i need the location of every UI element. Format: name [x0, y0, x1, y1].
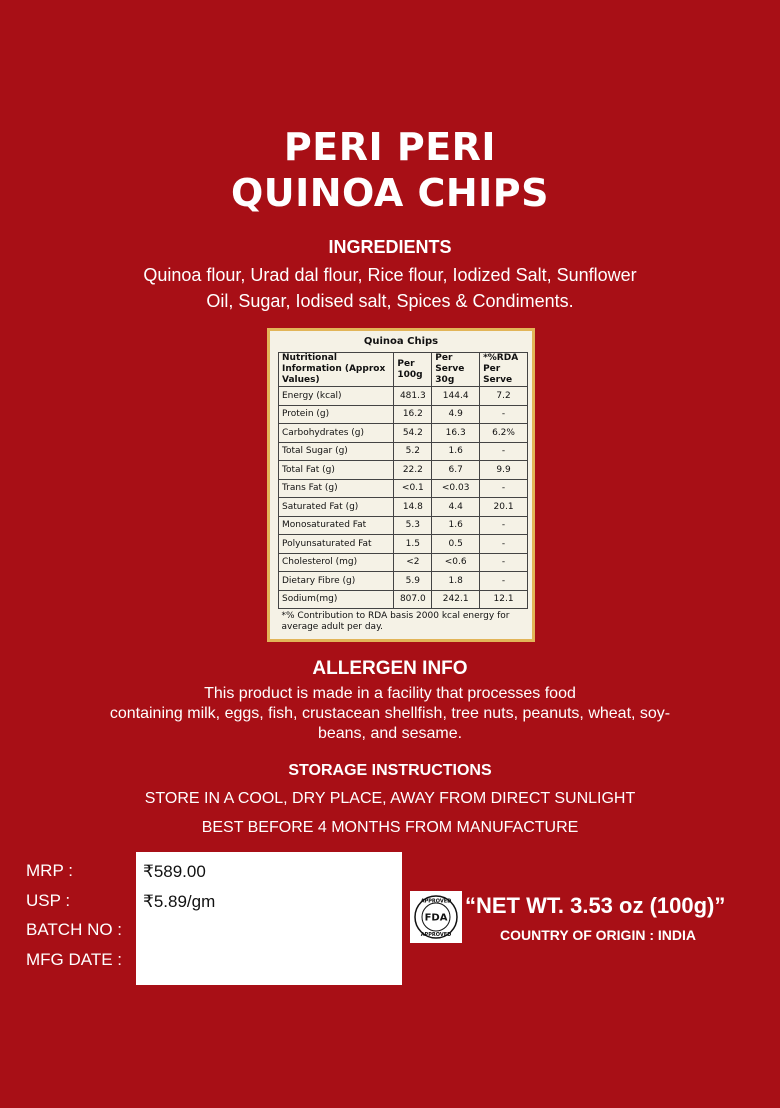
net-weight: “NET WT. 3.53 oz (100g)”	[465, 893, 726, 918]
ingredients-line-1: Quinoa flour, Urad dal flour, Rice flour, Iodized Salt, Sunflower	[143, 265, 637, 285]
value-100g: 22.2	[394, 461, 432, 480]
value-serve: 16.3	[432, 424, 480, 443]
value-100g: 5.3	[394, 516, 432, 535]
title-line-2: QUINOA CHIPS	[230, 171, 550, 215]
table-row	[279, 590, 528, 609]
table-row	[279, 442, 528, 461]
value-100g: 807.0	[394, 590, 432, 609]
nutrient-name: Polyunsaturated Fat	[279, 535, 394, 554]
nutrition-title: Quinoa Chips	[363, 336, 439, 347]
value-rda: 6.2%	[480, 424, 528, 443]
header-rda: *%RDA Per Serve	[480, 353, 528, 387]
storage-heading: STORAGE INSTRUCTIONS	[288, 762, 492, 779]
value-100g: 16.2	[394, 405, 432, 424]
nutrient-name: Saturated Fat (g)	[279, 498, 394, 517]
ingredients-line-2: Oil, Sugar, Iodised salt, Spices & Condiments.	[206, 291, 574, 311]
table-row	[279, 498, 528, 517]
nutrition-header-row	[279, 353, 528, 387]
nutrient-name: Monosaturated Fat	[279, 516, 394, 535]
value-serve: 242.1	[432, 590, 480, 609]
allergen-line-2: containing milk, eggs, fish, crustacean shellfish, tree nuts, peanuts, wheat, soy-	[109, 705, 671, 722]
value-rda: 9.9	[480, 461, 528, 480]
value-serve: 0.5	[432, 535, 480, 554]
title-line-1: PERI PERI	[283, 125, 497, 169]
value-serve: 1.8	[432, 572, 480, 591]
value-rda: -	[480, 572, 528, 591]
table-row	[279, 535, 528, 554]
mrp-value: ₹589.00	[143, 862, 206, 881]
nutrition-footnote-row	[279, 609, 528, 646]
value-rda: -	[480, 535, 528, 554]
price-box	[136, 852, 402, 985]
nutrient-name: Total Fat (g)	[279, 461, 394, 480]
batch-label: BATCH NO :	[26, 920, 123, 939]
value-rda: 20.1	[480, 498, 528, 517]
badge-center-text: FDA	[424, 912, 448, 924]
storage-line-2: BEST BEFORE 4 MONTHS FROM MANUFACTURE	[201, 819, 579, 836]
nutrient-name: Dietary Fibre (g)	[279, 572, 394, 591]
ingredients-heading: INGREDIENTS	[328, 237, 452, 257]
usp-label: USP :	[26, 890, 71, 910]
allergen-line-3: beans, and sesame.	[317, 725, 463, 742]
value-serve: 4.4	[432, 498, 480, 517]
nutrient-name: Total Sugar (g)	[279, 442, 394, 461]
mfg-date-label: MFG DATE :	[26, 949, 123, 969]
nutrition-panel	[267, 328, 535, 642]
value-serve: <0.03	[432, 479, 480, 498]
nutrient-name: Trans Fat (g)	[279, 479, 394, 498]
table-row	[279, 479, 528, 498]
value-rda: -	[480, 479, 528, 498]
badge-bottom-text: APPROVED	[420, 932, 452, 938]
country-of-origin: COUNTRY OF ORIGIN : INDIA	[500, 927, 696, 943]
table-row	[279, 405, 528, 424]
ingredients-text	[90, 262, 690, 314]
nutrition-footnote: *% Contribution to RDA basis 2000 kcal energy for average adult per day.	[279, 609, 528, 646]
value-serve: 6.7	[432, 461, 480, 480]
value-100g: <0.1	[394, 479, 432, 498]
badge-top-text: APPROVED	[420, 898, 452, 905]
table-row	[279, 461, 528, 480]
nutrient-name: Protein (g)	[279, 405, 394, 424]
usp-value: ₹5.89/gm	[143, 891, 216, 911]
value-100g: 14.8	[394, 498, 432, 517]
header-nutrient: Nutritional Information (Approx Values)	[279, 353, 394, 387]
value-100g: <2	[394, 553, 432, 572]
value-rda: -	[480, 442, 528, 461]
table-row	[279, 387, 528, 406]
table-row	[279, 553, 528, 572]
nutrient-name: Sodium(mg)	[279, 590, 394, 609]
allergen-heading: ALLERGEN INFO	[312, 658, 468, 679]
value-serve: <0.6	[432, 553, 480, 572]
product-title	[0, 124, 780, 216]
storage-line-1: STORE IN A COOL, DRY PLACE, AWAY FROM DIRECT SUNLIGHT	[144, 790, 636, 807]
fda-approved-icon	[410, 891, 462, 943]
value-rda: 12.1	[480, 590, 528, 609]
value-rda: 7.2	[480, 387, 528, 406]
value-serve: 4.9	[432, 405, 480, 424]
nutrient-name: Carbohydrates (g)	[279, 424, 394, 443]
value-100g: 481.3	[394, 387, 432, 406]
allergen-line-1: This product is made in a facility that processes food	[204, 685, 576, 702]
table-row	[279, 572, 528, 591]
pricing-labels	[26, 856, 122, 974]
nutrient-name: Cholesterol (mg)	[279, 553, 394, 572]
value-rda: -	[480, 553, 528, 572]
table-row	[279, 424, 528, 443]
value-100g: 1.5	[394, 535, 432, 554]
table-row	[279, 516, 528, 535]
value-100g: 54.2	[394, 424, 432, 443]
nutrition-table	[278, 352, 528, 645]
value-serve: 144.4	[432, 387, 480, 406]
header-per-serve: Per Serve 30g	[432, 353, 480, 387]
value-serve: 1.6	[432, 516, 480, 535]
value-100g: 5.9	[394, 572, 432, 591]
nutrient-name: Energy (kcal)	[279, 387, 394, 406]
allergen-text	[70, 684, 710, 744]
value-serve: 1.6	[432, 442, 480, 461]
value-100g: 5.2	[394, 442, 432, 461]
mrp-label: MRP :	[26, 861, 73, 880]
value-rda: -	[480, 405, 528, 424]
value-rda: -	[480, 516, 528, 535]
header-per-100g: Per 100g	[394, 353, 432, 387]
